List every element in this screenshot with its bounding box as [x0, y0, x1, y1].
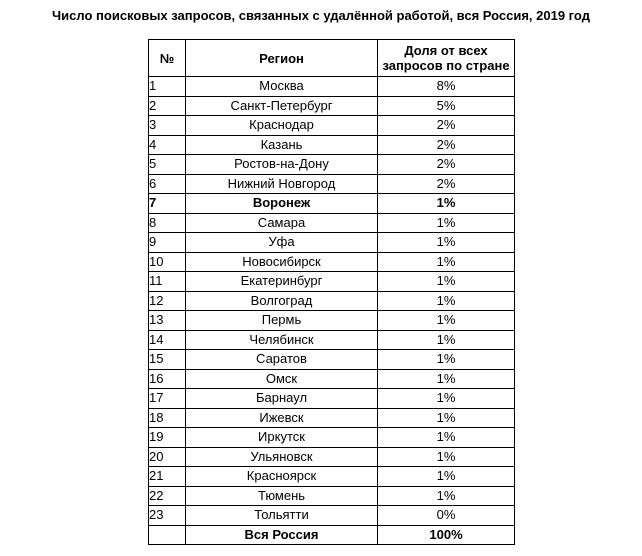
table-body: [149, 77, 515, 526]
cell-region: Красноярск: [186, 467, 378, 487]
cell-region: Ульяновск: [186, 447, 378, 467]
header-num: №: [149, 40, 186, 77]
table-row: [149, 447, 515, 467]
cell-num: 3: [149, 116, 186, 136]
table-row: [149, 428, 515, 448]
cell-region: Саратов: [186, 350, 378, 370]
cell-region: Санкт-Петербург: [186, 96, 378, 116]
table-row: [149, 389, 515, 409]
cell-num: 5: [149, 155, 186, 175]
table-row: [149, 194, 515, 214]
cell-num: 16: [149, 369, 186, 389]
header-region: Регион: [186, 40, 378, 77]
cell-region: Омск: [186, 369, 378, 389]
cell-num: 18: [149, 408, 186, 428]
total-num: [149, 525, 186, 545]
cell-region: Уфа: [186, 233, 378, 253]
cell-num: 2: [149, 96, 186, 116]
cell-share: 8%: [378, 77, 515, 97]
total-region: Вся Россия: [186, 525, 378, 545]
cell-share: 1%: [378, 252, 515, 272]
table-row: [149, 408, 515, 428]
cell-region: Иркутск: [186, 428, 378, 448]
table-row: [149, 252, 515, 272]
cell-region: Краснодар: [186, 116, 378, 136]
table-row: [149, 369, 515, 389]
table-row: [149, 174, 515, 194]
table-row: [149, 116, 515, 136]
cell-num: 1: [149, 77, 186, 97]
cell-share: 1%: [378, 330, 515, 350]
cell-share: 1%: [378, 311, 515, 331]
table-row: [149, 311, 515, 331]
table-row: [149, 291, 515, 311]
cell-share: 1%: [378, 213, 515, 233]
header-share: Доля от всех запросов по стране: [378, 40, 515, 77]
cell-region: Новосибирск: [186, 252, 378, 272]
table-row: [149, 96, 515, 116]
cell-share: 1%: [378, 233, 515, 253]
cell-region: Челябинск: [186, 330, 378, 350]
table-row: [149, 233, 515, 253]
cell-region: Волгоград: [186, 291, 378, 311]
table-row: [149, 467, 515, 487]
cell-num: 22: [149, 486, 186, 506]
cell-region: Нижний Новгород: [186, 174, 378, 194]
cell-num: 9: [149, 233, 186, 253]
cell-region: Москва: [186, 77, 378, 97]
cell-share: 1%: [378, 291, 515, 311]
cell-share: 1%: [378, 389, 515, 409]
cell-share: 0%: [378, 506, 515, 526]
cell-region: Казань: [186, 135, 378, 155]
table-row: [149, 330, 515, 350]
cell-region: Пермь: [186, 311, 378, 331]
page-title: Число поисковых запросов, связанных с удалённой работой, вся Россия, 2019 год: [52, 8, 590, 23]
cell-num: 11: [149, 272, 186, 292]
cell-region: Тольятти: [186, 506, 378, 526]
cell-num: 23: [149, 506, 186, 526]
cell-num: 21: [149, 467, 186, 487]
cell-num: 20: [149, 447, 186, 467]
cell-region: Самара: [186, 213, 378, 233]
cell-region: Ростов-на-Дону: [186, 155, 378, 175]
cell-region: Ижевск: [186, 408, 378, 428]
cell-share: 2%: [378, 155, 515, 175]
cell-share: 1%: [378, 486, 515, 506]
cell-region: Тюмень: [186, 486, 378, 506]
table-row: [149, 272, 515, 292]
cell-share: 1%: [378, 350, 515, 370]
cell-num: 19: [149, 428, 186, 448]
table-row: [149, 213, 515, 233]
cell-num: 6: [149, 174, 186, 194]
regions-table: [148, 39, 515, 545]
table-row: [149, 506, 515, 526]
table-row: [149, 135, 515, 155]
table-header-row: [149, 40, 515, 77]
cell-num: 17: [149, 389, 186, 409]
cell-region: Барнаул: [186, 389, 378, 409]
cell-num: 13: [149, 311, 186, 331]
cell-share: 2%: [378, 135, 515, 155]
table-row: [149, 77, 515, 97]
cell-share: 1%: [378, 272, 515, 292]
cell-num: 8: [149, 213, 186, 233]
cell-share: 1%: [378, 194, 515, 214]
table-row: [149, 350, 515, 370]
cell-share: 5%: [378, 96, 515, 116]
cell-region: Воронеж: [186, 194, 378, 214]
cell-num: 12: [149, 291, 186, 311]
cell-num: 10: [149, 252, 186, 272]
cell-share: 1%: [378, 447, 515, 467]
cell-share: 1%: [378, 428, 515, 448]
cell-share: 2%: [378, 116, 515, 136]
table-row: [149, 486, 515, 506]
cell-num: 7: [149, 194, 186, 214]
cell-share: 1%: [378, 408, 515, 428]
table-row: [149, 155, 515, 175]
cell-share: 1%: [378, 369, 515, 389]
total-share: 100%: [378, 525, 515, 545]
cell-share: 2%: [378, 174, 515, 194]
cell-share: 1%: [378, 467, 515, 487]
total-row: [149, 525, 515, 545]
cell-num: 14: [149, 330, 186, 350]
cell-num: 4: [149, 135, 186, 155]
cell-num: 15: [149, 350, 186, 370]
cell-region: Екатеринбург: [186, 272, 378, 292]
